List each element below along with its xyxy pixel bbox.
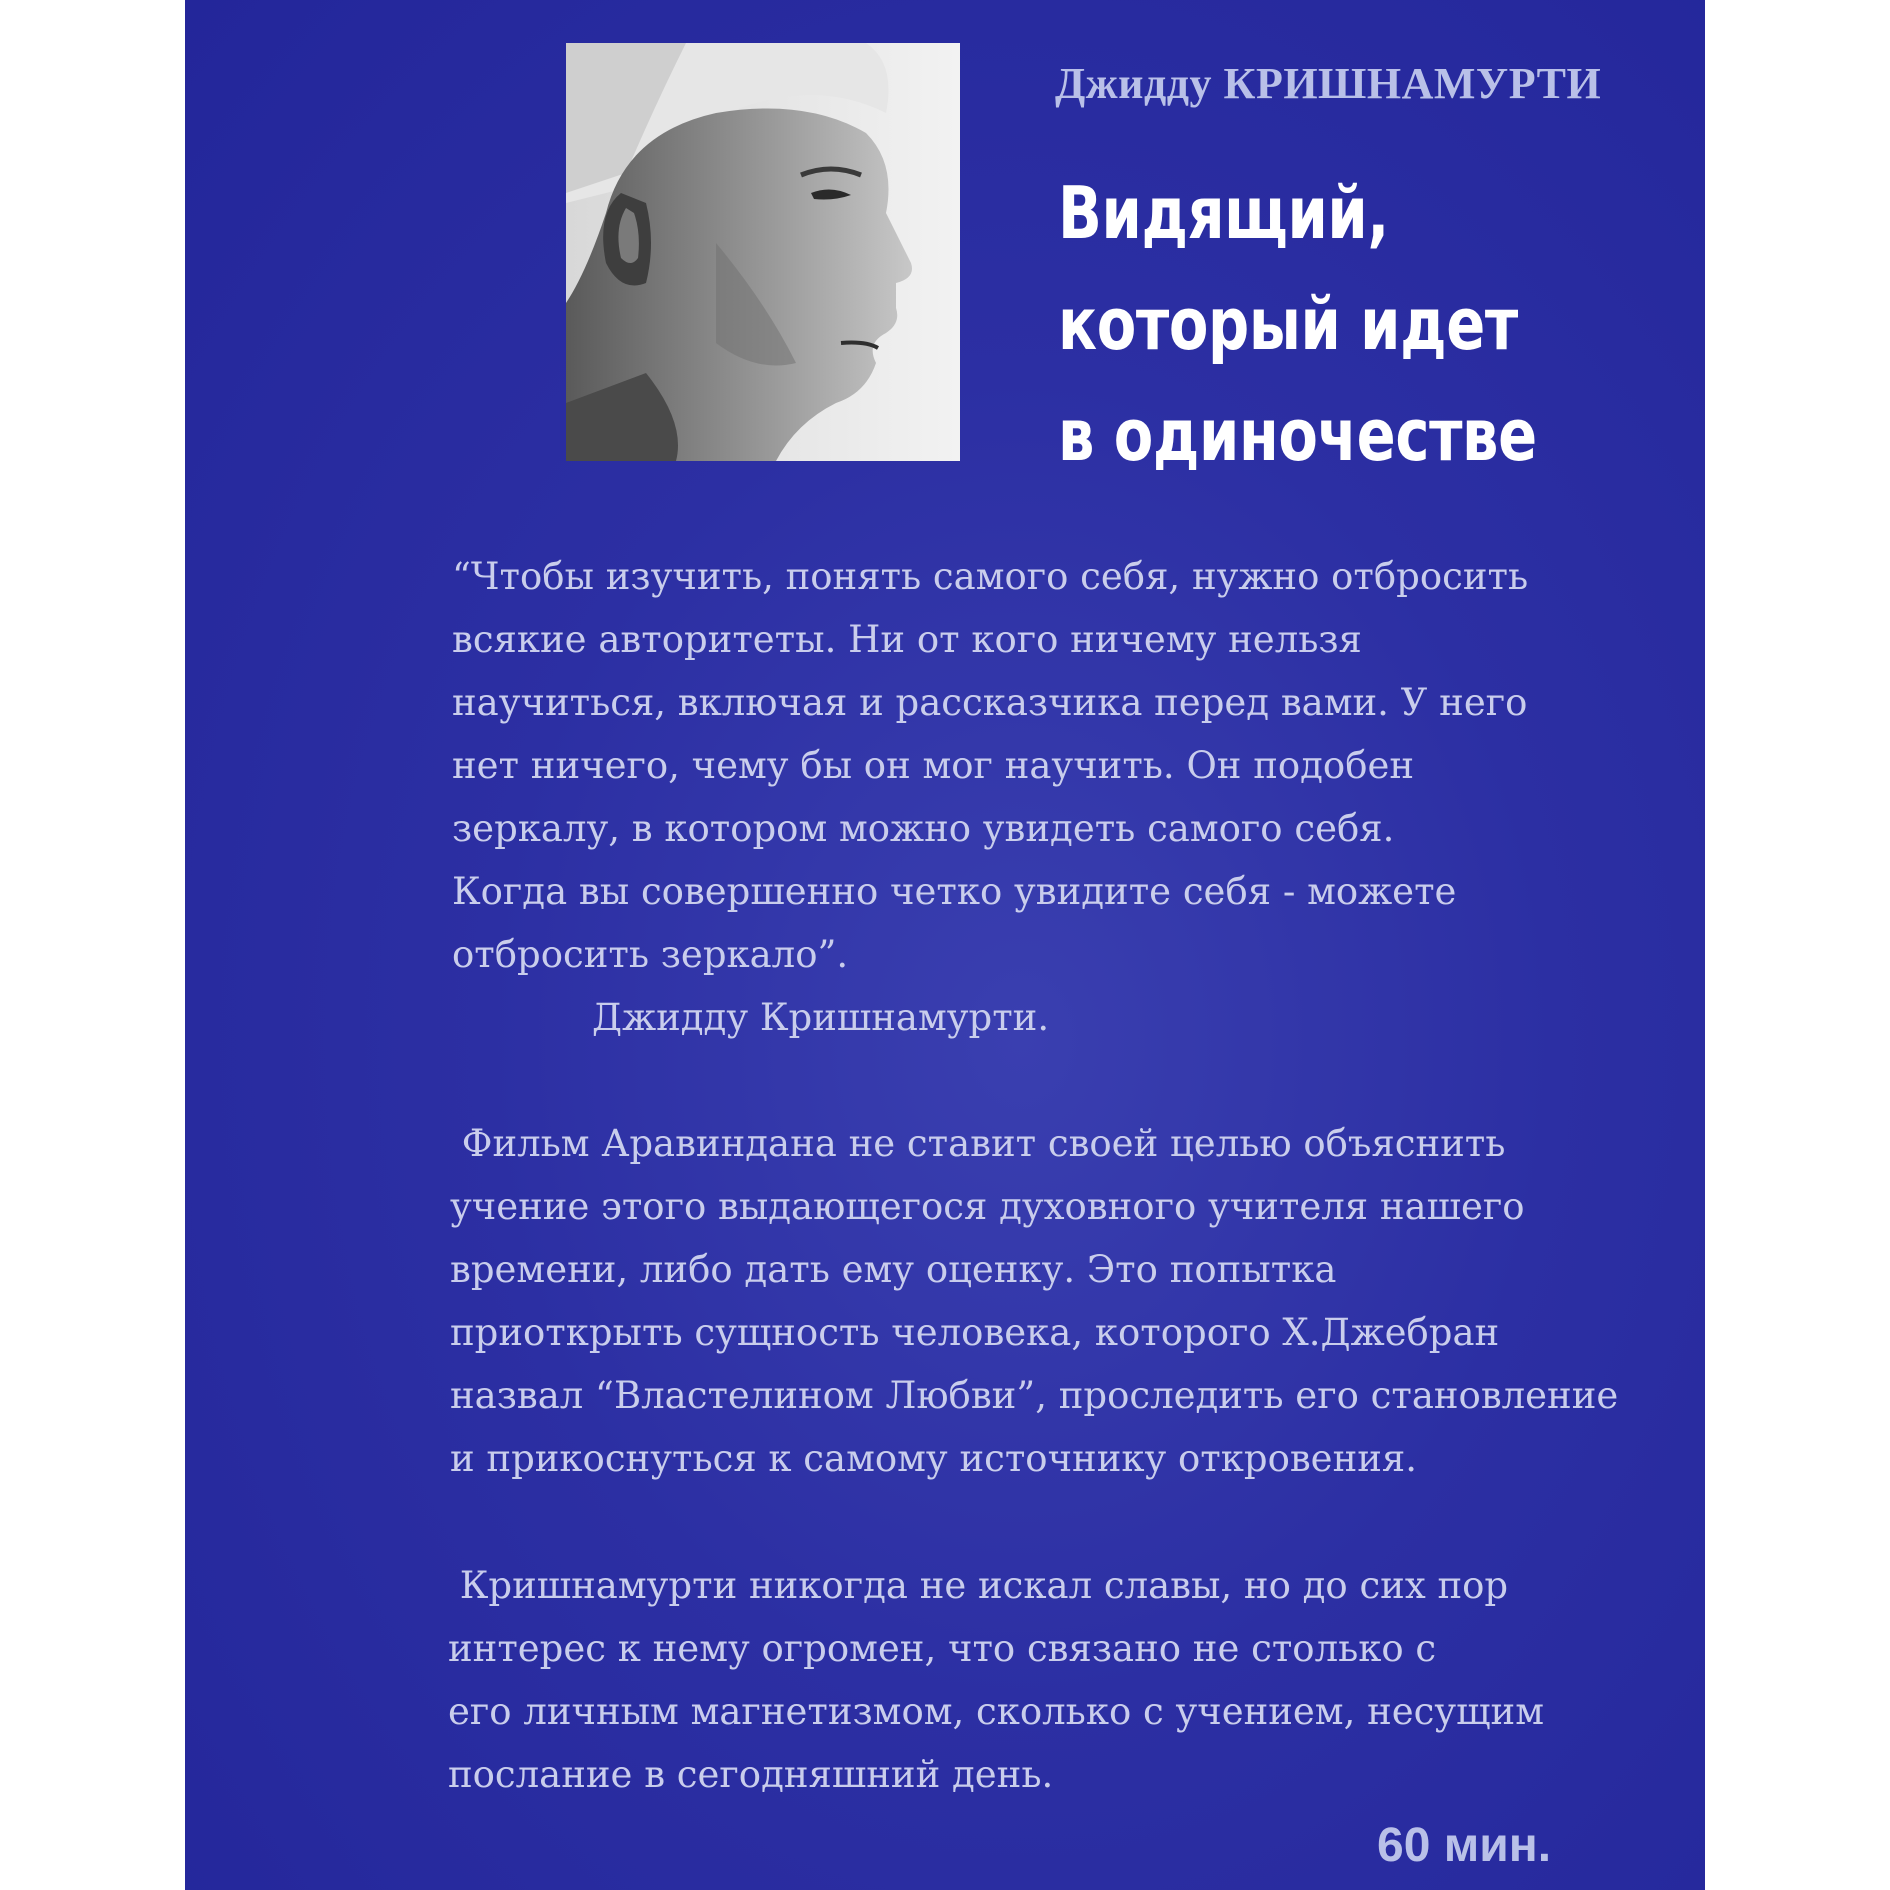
paragraph-line: назвал “Властелином Любви”, проследить его становление [450, 1374, 1619, 1417]
paragraph-line: послание в сегодняшний день. [448, 1753, 1054, 1796]
paragraph-line: учение этого выдающегося духовного учителя нашего [450, 1185, 1525, 1228]
paragraph-line: Кришнамурти никогда не искал славы, но до сих пор [448, 1564, 1509, 1607]
portrait-photo [566, 43, 960, 461]
author-name-header: Джидду КРИШНАМУРТИ [1055, 59, 1602, 108]
quote-line: отбросить зеркало”. [452, 933, 849, 976]
quote-line: научиться, включая и рассказчика перед вами. У него [452, 681, 1528, 724]
description-paragraph-2 [448, 1554, 1544, 1806]
paragraph-line: времени, либо дать ему оценку. Это попытка [450, 1248, 1337, 1291]
paragraph-line: и прикоснуться к самому источнику откровения. [450, 1437, 1418, 1480]
runtime-label: 60 мин. [1377, 1819, 1552, 1872]
paragraph-line: интерес к нему огромен, что связано не столько с [448, 1627, 1437, 1670]
paragraph-line: Фильм Аравиндана не ставит своей целью объяснить [450, 1122, 1506, 1165]
paragraph-line: его личным магнетизмом, сколько с учением, несущим [448, 1690, 1544, 1733]
quote-block [452, 545, 1528, 1049]
quote-line: зеркалу, в котором можно увидеть самого себя. [452, 807, 1395, 850]
dvd-back-cover [185, 0, 1705, 1890]
quote-line: нет ничего, чему бы он мог научить. Он подобен [452, 744, 1415, 787]
title-line-2: который идет [1058, 282, 1518, 366]
description-paragraph-1 [450, 1112, 1618, 1490]
quote-line: “Чтобы изучить, понять самого себя, нужно отбросить [452, 555, 1529, 598]
title-line-1: Видящий, [1058, 171, 1389, 255]
quote-line: всякие авторитеты. Ни от кого ничему нельзя [452, 618, 1362, 661]
quote-line: Когда вы совершенно четко увидите себя - можете [452, 870, 1457, 913]
paragraph-line: приоткрыть сущность человека, которого Х.Джебран [450, 1311, 1500, 1354]
film-title [1058, 158, 1537, 491]
title-line-3: в одиночестве [1058, 393, 1537, 477]
quote-signature: Джидду Кришнамурти. [592, 996, 1050, 1039]
